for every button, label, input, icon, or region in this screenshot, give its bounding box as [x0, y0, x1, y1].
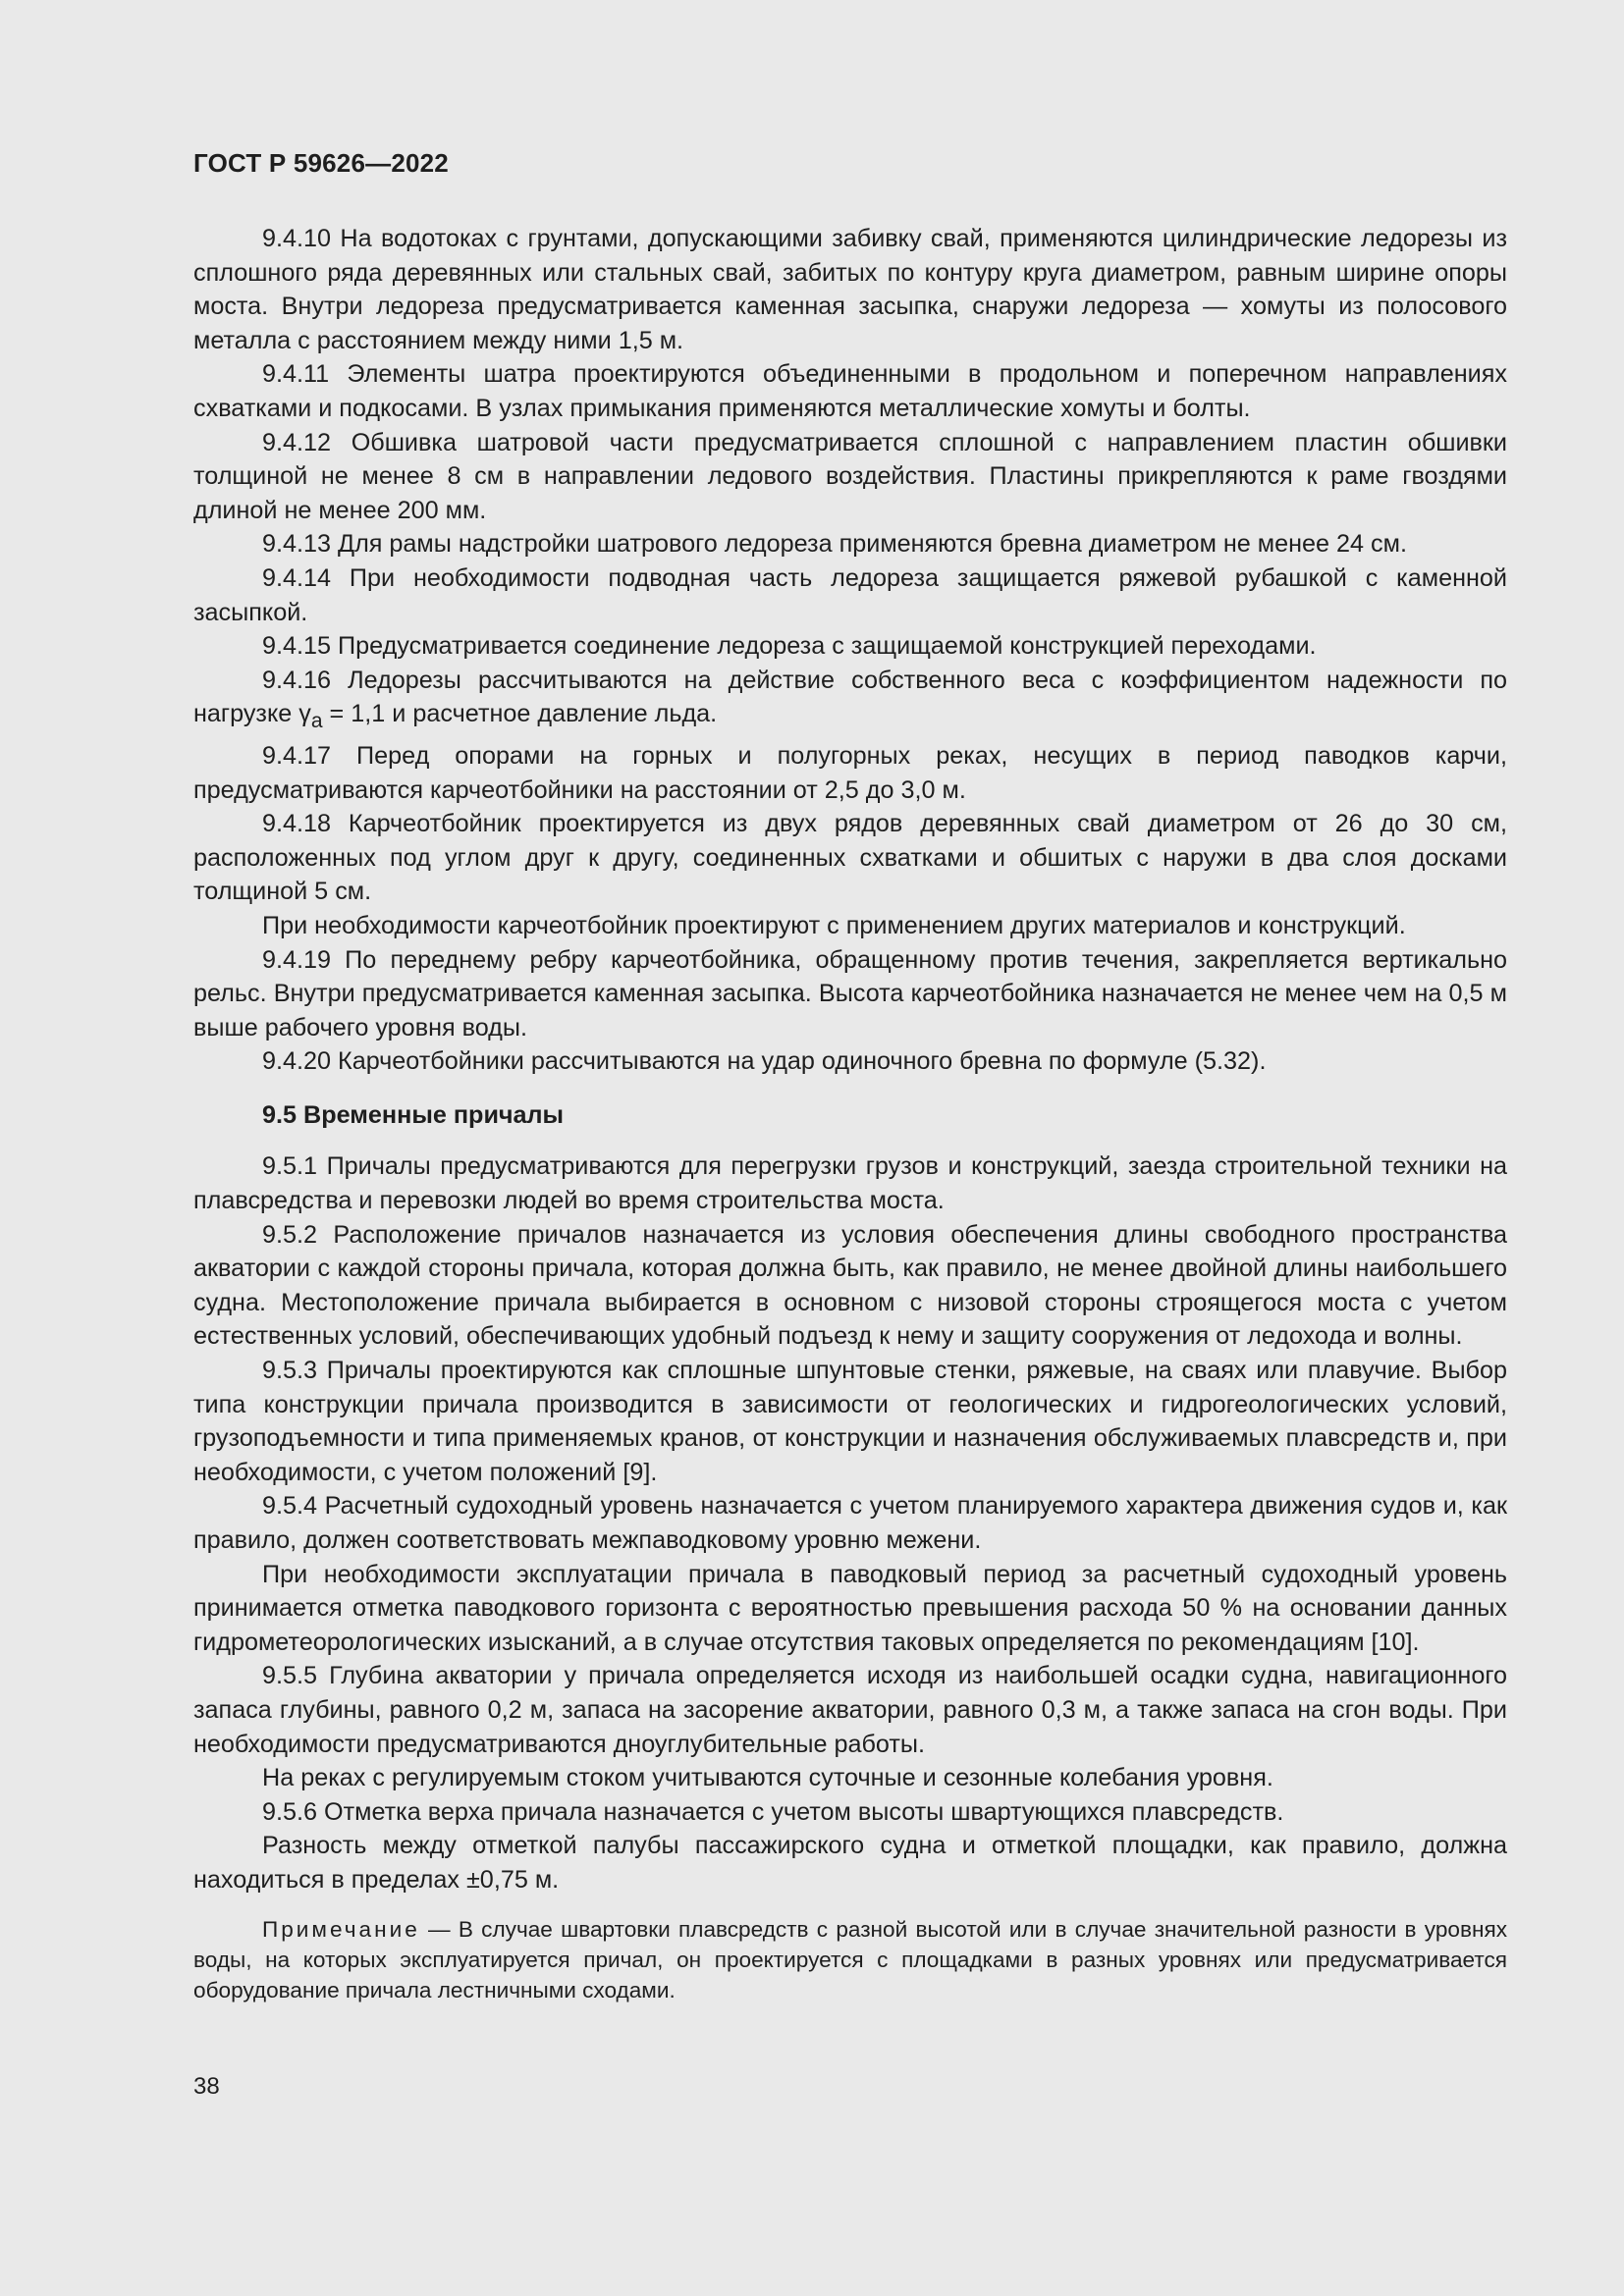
paragraph-9-5-4: 9.5.4 Расчетный судоходный уровень назначается с учетом планируемого характера движения судов и, как правило, должен соответствовать межпаводковому уровню межени. [193, 1492, 1507, 1554]
paragraph-9-4-18-continuation: При необходимости карчеотбойник проектируют с применением других материалов и конструкций. [262, 911, 1406, 939]
paragraph-9-4-14: 9.4.14 При необходимости подводная часть ледореза защищается ряжевой рубашкой с каменной засыпкой. [193, 563, 1507, 626]
gamma-symbol: γ [298, 700, 311, 728]
paragraph-9-5-1: 9.5.1 Причалы предусматриваются для перегрузки грузов и конструкций, заезда строительной техники на плавсредства и перевозки людей во время строительства моста. [193, 1152, 1507, 1215]
page-number: 38 [193, 2073, 220, 2100]
paragraph-9-5-6: 9.5.6 Отметка верха причала назначается с учетом высоты швартующихся плавсредств. [262, 1797, 1284, 1826]
paragraph-9-4-17: 9.4.17 Перед опорами на горных и полугорных реках, несущих в период паводков карчи, предусматриваются карчеотбойники на расстоянии от 2,5 до 3,0 м. [193, 741, 1507, 804]
paragraph-9-4-15: 9.4.15 Предусматривается соединение ледореза с защищаемой конструкцией переходами. [262, 632, 1317, 661]
paragraph-9-4-19: 9.4.19 По переднему ребру карчеотбойника, обращенному против течения, закрепляется вертикально рельс. Внутри предусматривается каменная засыпка. Высота карчеотбойника назначается не менее чем на 0,5 м выше рабочего уровня воды. [193, 945, 1507, 1041]
paragraph-9-4-18: 9.4.18 Карчеотбойник проектируется из двух рядов деревянных свай диаметром от 26 до 30 см, расположенных под углом друг к другу, соединенных схватками и обшитых с наружи в два слоя досками толщиной 5 см. [193, 810, 1507, 906]
paragraph-9-5-4-continuation: При необходимости эксплуатации причала в паводковый период за расчетный судоходный уровень принимается отметка паводкового горизонта с вероятностью превышения расхода 50 % на основании данных гидрометеорологических изысканий, а в случае отсутствия таковых определяется по рекомендациям [10]. [193, 1560, 1507, 1656]
paragraph-9-5-2: 9.5.2 Расположение причалов назначается из условия обеспечения длины свободного пространства акватории с каждой стороны причала, которая должна быть, как правило, не менее двойной длины наибольшего судна. Местоположение причала выбирается в основном с низовой стороны строящегося моста с учетом естественных условий, обеспечивающих удобный подъезд к нему и защиту сооружения от ледохода и волны. [193, 1220, 1507, 1351]
note-text: — В случае швартовки плавсредств с разной высотой или в случае значительной разности в уровнях воды, на которых эксплуатируется причал, он проектируется с площадками в разных уровнях или предусматривается оборудование причала лестничными сходами. [193, 1916, 1507, 2002]
paragraph-9-4-10: 9.4.10 На водотоках с грунтами, допускающими забивку свай, применяются цилиндрические ледорезы из сплошного ряда деревянных или стальных свай, забитых по контуру круга диаметром, равным ширине опоры моста. Внутри ледореза предусматривается каменная засыпка, снаружи ледореза — хомуты из полосового металла с расстоянием между ними 1,5 м. [193, 225, 1507, 354]
paragraph-9-4-13: 9.4.13 Для рамы надстройки шатрового ледореза применяются бревна диаметром не менее 24 см. [262, 530, 1407, 559]
paragraph-9-5-6-continuation: Разность между отметкой палубы пассажирского судна и отметкой площадки, как правило, должна находиться в пределах ±0,75 м. [193, 1832, 1507, 1894]
paragraph-9-4-16 [193, 664, 1507, 739]
paragraph-9-4-20: 9.4.20 Карчеотбойники рассчитываются на удар одиночного бревна по формуле (5.32). [262, 1047, 1267, 1076]
paragraph-9-5-5: 9.5.5 Глубина акватории у причала определяется исходя из наибольшей осадки судна, навигационного запаса глубины, равного 0,2 м, запаса на засорение акватории, равного 0,3 м, а также запаса на сгон воды. При необходимости предусматриваются дноуглубительные работы. [193, 1662, 1507, 1758]
paragraph-9-4-16-text-before: 9.4.16 Ледорезы рассчитываются на действие собственного веса с коэффициентом надежности по нагрузке [193, 666, 1507, 728]
paragraph-9-5-5-continuation: На реках с регулируемым стоком учитываются суточные и сезонные колебания уровня. [262, 1764, 1273, 1792]
gamma-subscript: a [310, 710, 323, 733]
paragraph-9-4-11: 9.4.11 Элементы шатра проектируются объединенными в продольном и поперечном направлениях схватками и подкосами. В узлах примыкания применяются металлические хомуты и болты. [193, 360, 1507, 422]
paragraph-9-4-16-text-after: = 1,1 и расчетное давление льда. [322, 700, 718, 728]
section-heading-9-5: 9.5 Временные причалы [262, 1100, 565, 1129]
document-header: ГОСТ Р 59626—2022 [193, 148, 449, 178]
paragraph-9-4-12: 9.4.12 Обшивка шатровой части предусматривается сплошной с направлением пластин обшивки толщиной не менее 8 см в направлении ледового воздействия. Пластины прикрепляются к раме гвоздями длиной не менее 200 мм. [193, 428, 1507, 524]
note [193, 1914, 1507, 2005]
note-label: Примечание [262, 1916, 420, 1942]
page-content [193, 222, 1507, 2005]
paragraph-9-5-3: 9.5.3 Причалы проектируются как сплошные шпунтовые стенки, ряжевые, на сваях или плавучие. Выбор типа конструкции причала производится в зависимости от геологических и гидрогеологических условий, грузоподъемности и типа применяемых кранов, от конструкции и назначения обслуживаемых плавсредств и, при необходимости, с учетом положений [9]. [193, 1357, 1507, 1486]
